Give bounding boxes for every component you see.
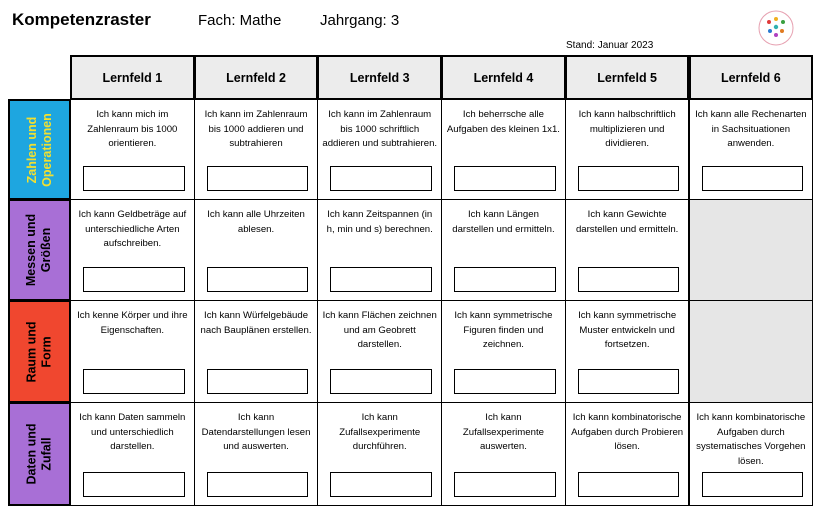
competency-cell [689,99,814,200]
checkoff-box[interactable] [578,267,680,292]
competency-text: Ich kann im Zahlenraum bis 1000 addieren und subtrahieren [204,109,308,149]
competency-text: Ich kann Daten sammeln und unterschiedlich darstellen. [79,412,186,452]
column-header: Lernfeld 6 [689,55,814,100]
checkoff-box[interactable] [454,166,556,191]
competency-cell [70,300,195,403]
competency-text: Ich kann Gewichte darstellen und ermitteln. [575,209,679,235]
competency-cell [565,402,690,506]
competency-cell [565,99,690,200]
competency-cell [70,199,195,301]
competency-cell [194,402,319,506]
competency-text: Ich kann Geldbeträge auf unterschiedliche Arten aufschreiben. [78,209,187,249]
page-title: Kompetenzraster [12,10,151,29]
competency-text: Ich kann Zeitspannen (in h, min und s) berechnen. [326,209,433,235]
competency-cell [441,300,566,403]
competency-cell [317,402,442,506]
competency-cell [689,300,814,403]
row-header-label: Zahlen und Operationen [24,112,54,187]
competency-text: Ich kann Würfelgebäude nach Bauplänen erstellen. [200,310,312,336]
checkoff-box[interactable] [83,472,185,497]
competency-cell [317,99,442,200]
competency-cell [441,199,566,301]
checkoff-box[interactable] [454,369,556,394]
competency-text: Ich beherrsche alle Aufgaben des kleinen 1x1. [446,109,560,135]
checkoff-box[interactable] [330,369,432,394]
competency-text: Ich kann im Zahlenraum bis 1000 schriftlich addieren und subtrahieren. [322,109,438,149]
checkoff-box[interactable] [83,267,185,292]
competency-cell [565,199,690,301]
checkoff-box[interactable] [454,472,556,497]
competency-cell [565,300,690,403]
competency-text: Ich kann Zufallsexperimente durchführen. [339,412,421,452]
checkoff-box[interactable] [83,166,185,191]
competency-text: Ich kann Zufallsexperimente auswerten. [462,412,544,452]
checkoff-box[interactable] [330,267,432,292]
competency-text: Ich kann mich im Zahlenraum bis 1000 orientieren. [87,109,178,149]
competency-cell [194,300,319,403]
competency-cell [194,199,319,301]
column-header: Lernfeld 4 [441,55,566,100]
checkoff-box[interactable] [702,472,804,497]
column-header: Lernfeld 3 [317,55,442,100]
column-header: Lernfeld 1 [70,55,195,100]
column-header: Lernfeld 2 [194,55,319,100]
checkoff-box[interactable] [454,267,556,292]
row-header [8,300,71,403]
checkoff-box[interactable] [330,166,432,191]
competency-cell [317,300,442,403]
checkoff-box[interactable] [207,267,309,292]
competency-text: Ich kann symmetrische Figuren finden und zeichnen. [454,310,553,350]
row-header [8,199,71,301]
competency-text: Ich kann halbschriftlich multiplizieren und dividieren. [578,109,676,149]
row-header [8,402,71,506]
competency-text: Ich kann alle Rechenarten in Sachsituationen anwenden. [695,109,807,149]
competency-cell [70,402,195,506]
competency-cell [317,199,442,301]
competency-text: Ich kann kombinatorische Aufgaben durch Probieren lösen. [571,412,684,452]
competency-text: Ich kann symmetrische Muster entwickeln und fortsetzen. [578,310,677,350]
checkoff-box[interactable] [83,369,185,394]
checkoff-box[interactable] [702,166,804,191]
competency-cell [194,99,319,200]
checkoff-box[interactable] [207,369,309,394]
row-header [8,99,71,200]
school-logo-icon [756,8,796,48]
checkoff-box[interactable] [207,166,309,191]
competency-cell [441,99,566,200]
competency-grid [8,55,812,511]
checkoff-box[interactable] [578,166,680,191]
row-header-label: Raum und Form [24,320,54,383]
grade-label: Jahrgang: 3 [320,12,400,29]
competency-text: Ich kann alle Uhrzeiten ablesen. [207,209,305,235]
competency-text: Ich kann Längen darstellen und ermitteln. [452,209,555,235]
column-header: Lernfeld 5 [565,55,690,100]
competency-cell [689,199,814,301]
row-header-label: Daten und Zufall [24,423,54,485]
status-date: Stand: Januar 2023 [566,40,654,51]
subject-label: Fach: Mathe [198,12,282,29]
competency-text: Ich kann Flächen zeichnen und am Geobrett darstellen. [322,310,437,350]
row-header-label: Messen und Größen [24,213,54,287]
competency-text: Ich kenne Körper und ihre Eigenschaften. [77,310,188,336]
checkoff-box[interactable] [330,472,432,497]
competency-cell [441,402,566,506]
competency-cell [70,99,195,200]
checkoff-box[interactable] [578,369,680,394]
competency-text: Ich kann kombinatorische Aufgaben durch systematisches Vorgehen lösen. [696,412,806,467]
competency-cell [689,402,814,506]
competency-text: Ich kann Datendarstellungen lesen und auswerten. [201,412,311,452]
checkoff-box[interactable] [207,472,309,497]
checkoff-box[interactable] [578,472,680,497]
